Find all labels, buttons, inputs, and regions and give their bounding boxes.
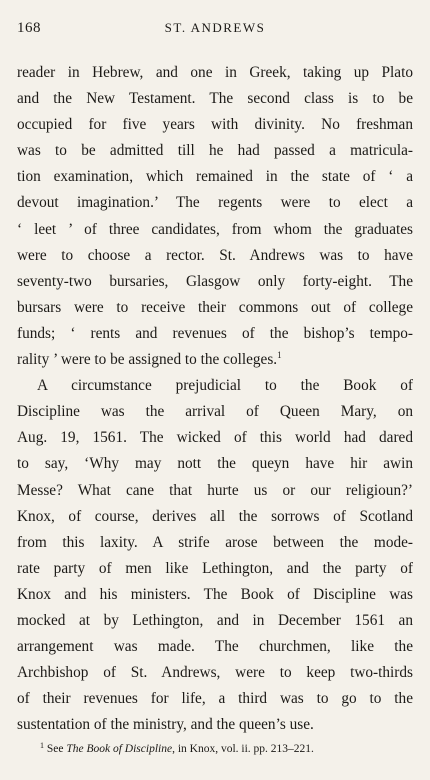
- page-number: 168: [17, 20, 41, 36]
- text-line: tion examination, which remained in the state of ‘ a: [17, 168, 413, 186]
- text-line: of their revenues for life, a third was to go to the: [17, 690, 413, 708]
- text-line: rate party of men like Lethington, and the party of: [17, 559, 413, 577]
- running-head: [17, 16, 413, 40]
- text-line: sustentation of the ministry, and the queen’s use.: [17, 716, 314, 734]
- paragraph-start-line: A circumstance prejudicial to the Book of: [37, 377, 413, 395]
- running-title: ST. ANDREWS: [164, 20, 266, 35]
- paragraph-end-line: [17, 347, 413, 373]
- text-line: Archbishop of St. Andrews, were to keep two-thirds: [17, 664, 413, 682]
- text-line: rality ’ were to be assigned to the colleges.: [17, 351, 278, 369]
- text-line: seventy-two bursaries, Glasgow only forty-eight. The: [17, 272, 413, 290]
- text-line: Knox and his ministers. The Book of Discipline was: [17, 585, 413, 603]
- text-line: ‘ leet ’ of three candidates, from whom the graduates: [17, 220, 413, 238]
- text-line: arrangement was made. The churchmen, like the: [17, 638, 413, 656]
- footnote: [40, 741, 314, 757]
- text-line: bursars were to receive their commons out of college: [17, 298, 413, 316]
- text-line: reader in Hebrew, and one in Greek, taking up Plato: [17, 64, 413, 81]
- footnote-suffix: , in Knox, vol. ii. pp. 213–221.: [172, 743, 314, 755]
- footnote-cited-title: The Book of Discipline: [66, 743, 173, 755]
- body-text: [17, 60, 413, 738]
- footnote-reference[interactable]: 1: [277, 350, 282, 361]
- footnote-marker: 1: [40, 741, 44, 750]
- text-line: Knox, of course, derives all the sorrows of Scotland: [17, 507, 413, 525]
- text-line: funds; ‘ rents and revenues of the bishop’s tempo-: [17, 324, 413, 342]
- text-line: occupied for five years with divinity. No freshman: [17, 116, 413, 134]
- text-line: mocked at by Lethington, and in December 1561 an: [17, 611, 413, 629]
- footnote-prefix: See: [46, 743, 67, 755]
- text-line: were to choose a rector. St. Andrews was to have: [17, 246, 413, 264]
- text-line: from this laxity. A strife arose between the mode-: [17, 533, 413, 551]
- text-line: was to be admitted till he had passed a matricula-: [17, 142, 413, 160]
- text-line: Discipline was the arrival of Queen Mary, on: [17, 403, 413, 421]
- text-line: and the New Testament. The second class is to be: [17, 90, 413, 108]
- text-line: Aug. 19, 1561. The wicked of this world had dared: [17, 429, 413, 447]
- text-line: devout imagination.’ The regents were to elect a: [17, 194, 413, 212]
- text-line: Messe? What cane that hurte us or our religioun?’: [17, 481, 413, 499]
- text-line: to say, ‘Why may nott the queyn have hir awin: [17, 455, 413, 473]
